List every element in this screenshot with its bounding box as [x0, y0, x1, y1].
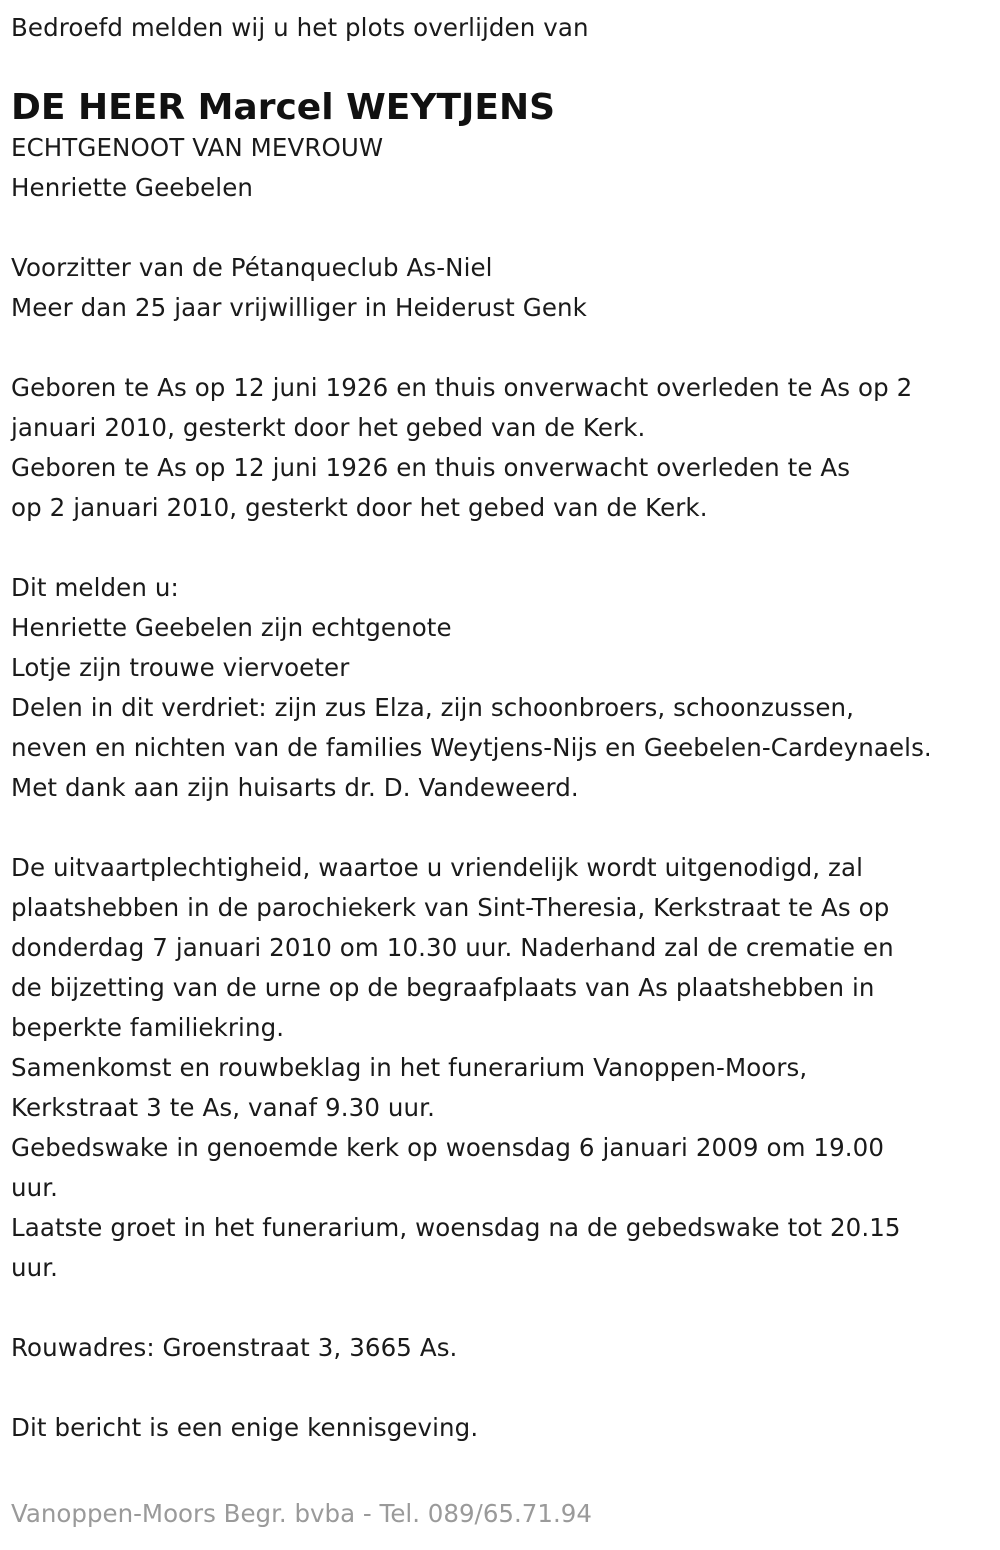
birth-death-line: Geboren te As op 12 juni 1926 en thuis onverwacht overleden te As op 2	[11, 373, 913, 402]
ceremony-line: Gebedswake in genoemde kerk op woensdag 6 januari 2009 om 19.00	[11, 1133, 885, 1162]
spacer	[11, 328, 996, 368]
spacer	[11, 208, 996, 248]
ceremony-line: Kerkstraat 3 te As, vanaf 9.30 uur.	[11, 1093, 435, 1122]
spouse-label: ECHTGENOOT VAN MEVROUW	[11, 133, 384, 162]
ceremony-line: uur.	[11, 1253, 59, 1282]
birth-death-line: op 2 januari 2010, gesterkt door het gebed van de Kerk.	[11, 493, 708, 522]
ceremony-line: uur.	[11, 1173, 59, 1202]
ceremony-line: Laatste groet in het funerarium, woensdag na de gebedswake tot 20.15	[11, 1213, 901, 1242]
ceremony-line: donderdag 7 januari 2010 om 10.30 uur. Naderhand zal de crematie en	[11, 933, 894, 962]
mourners-line: Met dank aan zijn huisarts dr. D. Vandeweerd.	[11, 773, 579, 802]
notice-text: Dit bericht is een enige kennisgeving.	[11, 1413, 479, 1442]
mourners-line: Dit melden u:	[11, 573, 179, 602]
spacer	[11, 808, 996, 848]
birth-death-line: Geboren te As op 12 juni 1926 en thuis onverwacht overleden te As	[11, 453, 851, 482]
spacer	[11, 1368, 996, 1408]
spacer	[11, 528, 996, 568]
mourners-line: neven en nichten van de families Weytjens-Nijs en Geebelen-Cardeynaels.	[11, 733, 932, 762]
role-line: Voorzitter van de Pétanqueclub As-Niel	[11, 253, 493, 282]
mourners-line: Henriette Geebelen zijn echtgenote	[11, 613, 452, 642]
birth-death-line: januari 2010, gesterkt door het gebed van de Kerk.	[11, 413, 646, 442]
deceased-name: DE HEER Marcel WEYTJENS	[11, 87, 556, 128]
ceremony-line: beperkte familiekring.	[11, 1013, 285, 1042]
obituary-notice	[11, 8, 996, 1448]
mourners-line: Lotje zijn trouwe viervoeter	[11, 653, 350, 682]
spacer	[11, 1288, 996, 1328]
ceremony-line: plaatshebben in de parochiekerk van Sint-Theresia, Kerkstraat te As op	[11, 893, 890, 922]
mourners-line: Delen in dit verdriet: zijn zus Elza, zijn schoonbroers, schoonzussen,	[11, 693, 855, 722]
intro-text: Bedroefd melden wij u het plots overlijden van	[11, 13, 589, 42]
funeral-home-footer: Vanoppen-Moors Begr. bvba - Tel. 089/65.71.94	[11, 1499, 592, 1528]
ceremony-line: Samenkomst en rouwbeklag in het funerarium Vanoppen-Moors,	[11, 1053, 808, 1082]
ceremony-line: De uitvaartplechtigheid, waartoe u vriendelijk wordt uitgenodigd, zal	[11, 853, 864, 882]
mourning-address: Rouwadres: Groenstraat 3, 3665 As.	[11, 1333, 458, 1362]
ceremony-line: de bijzetting van de urne op de begraafplaats van As plaatshebben in	[11, 973, 875, 1002]
role-line: Meer dan 25 jaar vrijwilliger in Heiderust Genk	[11, 293, 587, 322]
spouse-name: Henriette Geebelen	[11, 173, 254, 202]
